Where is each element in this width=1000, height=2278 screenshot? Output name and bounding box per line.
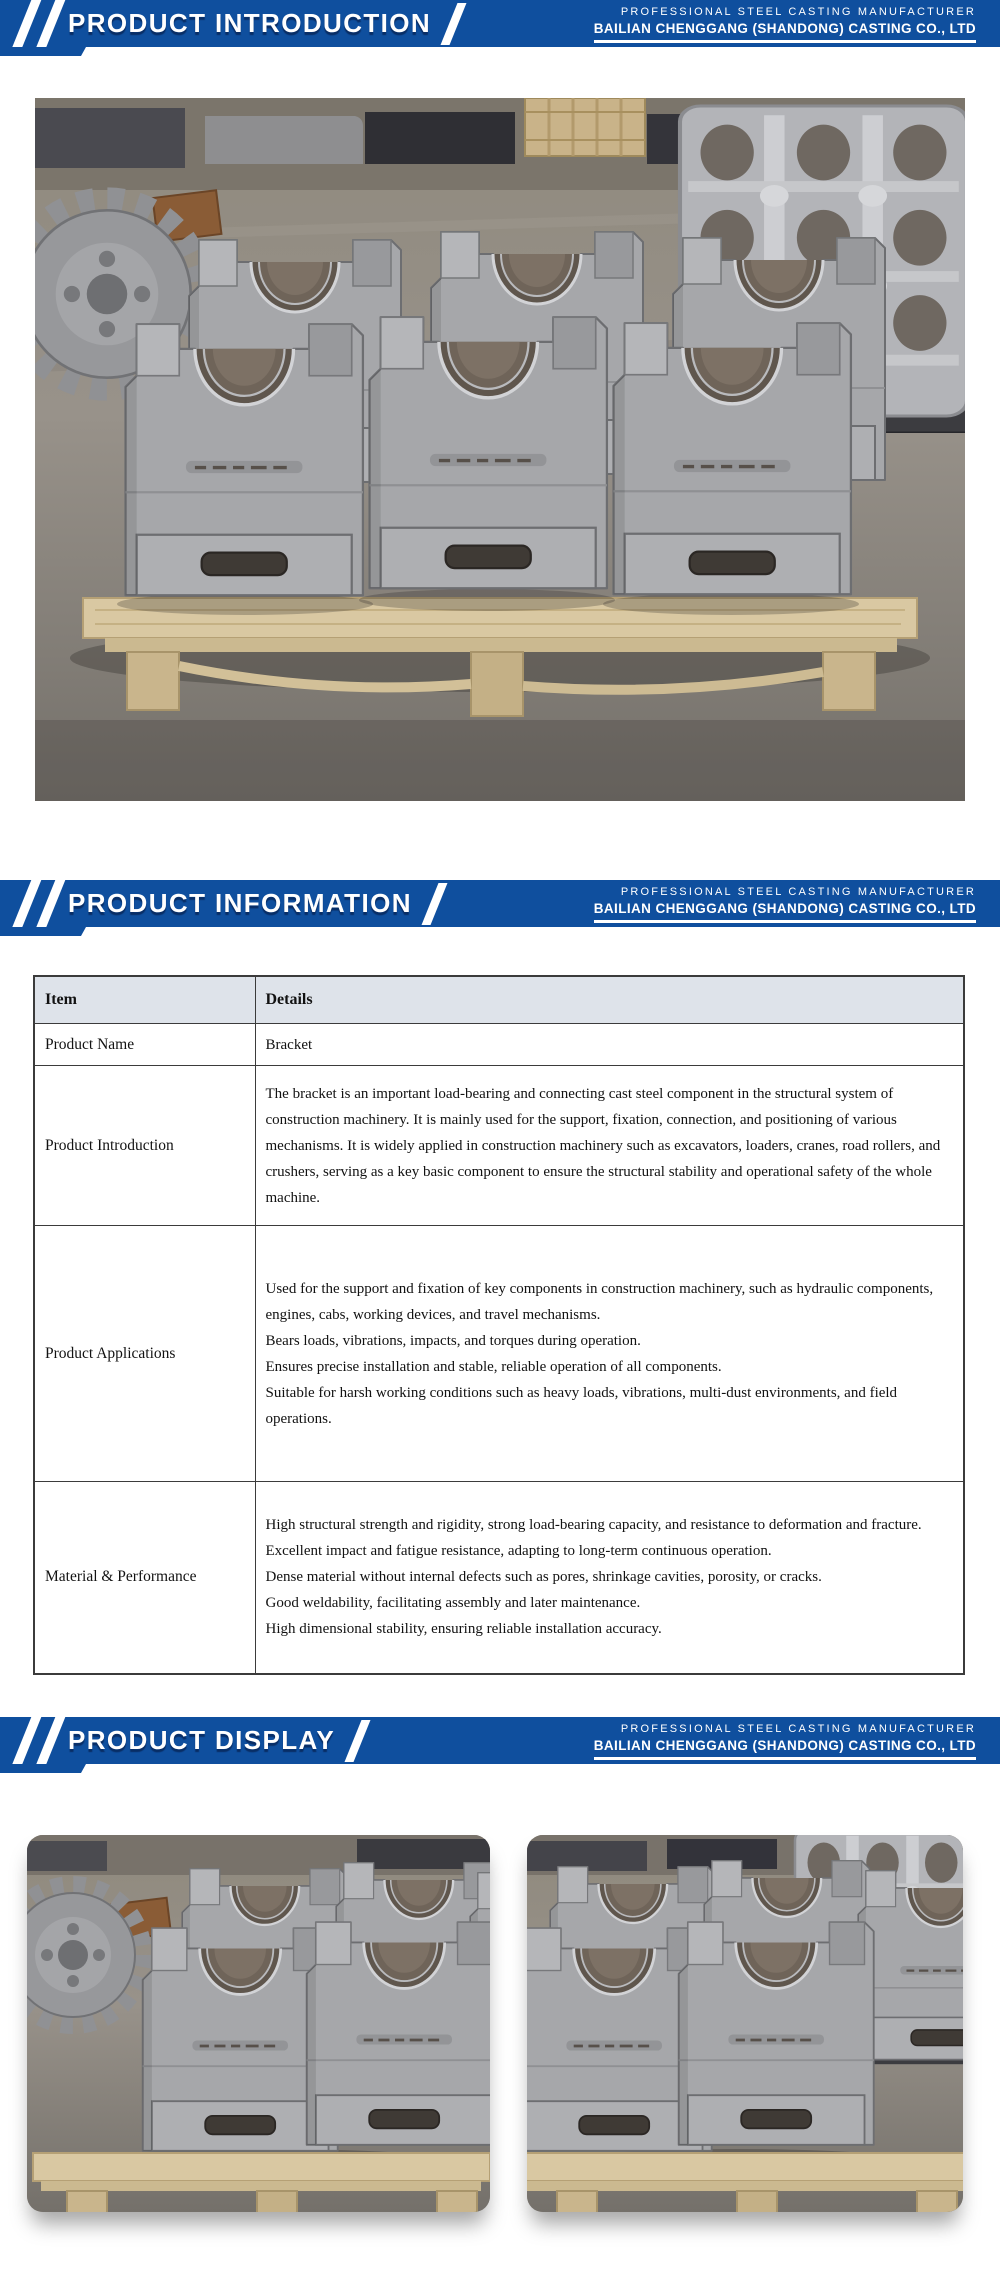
banner-left-extension xyxy=(0,927,86,936)
details-line: Used for the support and fixation of key components in construction machinery, such as hydraulic components, engines, cabs, working devices, and travel mechanisms. xyxy=(265,1280,934,1323)
section-banner-introduction xyxy=(0,0,1000,47)
table-row xyxy=(34,1024,964,1066)
product-photo-left-illustration xyxy=(27,1835,490,2212)
product-photo-right xyxy=(527,1835,963,2212)
details-cell xyxy=(255,1482,964,1674)
brand-block xyxy=(594,886,976,923)
banner-title-wrap xyxy=(68,0,458,47)
details-line: Good weldability, facilitating assembly and later maintenance. xyxy=(265,1595,641,1612)
details-line: High structural strength and rigidity, strong load-bearing capacity, and resistance to deformation and fracture. xyxy=(265,1517,922,1534)
banner-title-wrap xyxy=(68,1717,362,1764)
section-title-display: PRODUCT DISPLAY xyxy=(68,1725,336,1755)
brand-tagline: PROFESSIONAL STEEL CASTING MANUFACTURER xyxy=(620,6,976,18)
brand-company: BAILIAN CHENGGANG (SHANDONG) CASTING CO., LTD xyxy=(594,901,976,923)
banner-title-slash-icon xyxy=(345,1720,371,1762)
details-line: Suitable for harsh working conditions such as heavy loads, vibrations, multi-dust environments, and field operations. xyxy=(265,1384,898,1427)
brand-tagline: PROFESSIONAL STEEL CASTING MANUFACTURER xyxy=(620,886,976,898)
banner-left-extension xyxy=(0,1764,86,1773)
product-info-table xyxy=(33,975,965,1675)
brand-block xyxy=(594,1723,976,1760)
product-photo-left xyxy=(27,1835,490,2212)
section-banner-display xyxy=(0,1717,1000,1764)
section-banner-information xyxy=(0,880,1000,927)
banner-title-slash-icon xyxy=(421,883,447,925)
section-title-information: PRODUCT INFORMATION xyxy=(68,888,412,918)
product-photo-main xyxy=(35,98,965,801)
details-cell xyxy=(255,1066,964,1226)
details-line: Bears loads, vibrations, impacts, and torques during operation. xyxy=(265,1332,641,1349)
table-header-row xyxy=(34,976,964,1024)
banner-left-extension xyxy=(0,47,86,56)
table-header-item: Item xyxy=(34,976,255,1024)
table-row xyxy=(34,1482,964,1674)
table-header-details: Details xyxy=(255,976,964,1024)
product-photo-right-illustration xyxy=(527,1835,963,2212)
details-line: High dimensional stability, ensuring reliable installation accuracy. xyxy=(265,1621,662,1638)
details-line: Excellent impact and fatigue resistance, adapting to long-term continuous operation. xyxy=(265,1543,772,1560)
details-line: Dense material without internal defects such as pores, shrinkage cavities, porosity, or cracks. xyxy=(265,1569,822,1586)
brand-company: BAILIAN CHENGGANG (SHANDONG) CASTING CO., LTD xyxy=(594,21,976,43)
table-row xyxy=(34,1066,964,1226)
table-body xyxy=(34,1024,964,1674)
item-cell: Material & Performance xyxy=(34,1482,255,1674)
section-title-introduction: PRODUCT INTRODUCTION xyxy=(68,8,432,38)
details-line: Ensures precise installation and stable, reliable operation of all components. xyxy=(265,1358,722,1375)
details-cell xyxy=(255,1226,964,1482)
item-cell: Product Introduction xyxy=(34,1066,255,1226)
table-row xyxy=(34,1226,964,1482)
product-photo-main-illustration xyxy=(35,98,965,801)
brand-company: BAILIAN CHENGGANG (SHANDONG) CASTING CO., LTD xyxy=(594,1738,976,1760)
details-cell xyxy=(255,1024,964,1066)
item-cell: Product Name xyxy=(34,1024,255,1066)
banner-title-wrap xyxy=(68,880,439,927)
details-line: The bracket is an important load-bearing and connecting cast steel component in the structural system of construction machinery. It is mainly used for the support, fixation, connection, and positioning of various mechanisms. It is widely applied in construction machinery such as excavators, loaders, cranes, road rollers, and crushers, serving as a key basic component to ensure the structural stability and operational safety of the whole machine. xyxy=(265,1085,941,1206)
details-line: Bracket xyxy=(265,1036,313,1053)
brand-block xyxy=(594,6,976,43)
brand-tagline: PROFESSIONAL STEEL CASTING MANUFACTURER xyxy=(620,1723,976,1735)
item-cell: Product Applications xyxy=(34,1226,255,1482)
banner-title-slash-icon xyxy=(441,3,467,45)
